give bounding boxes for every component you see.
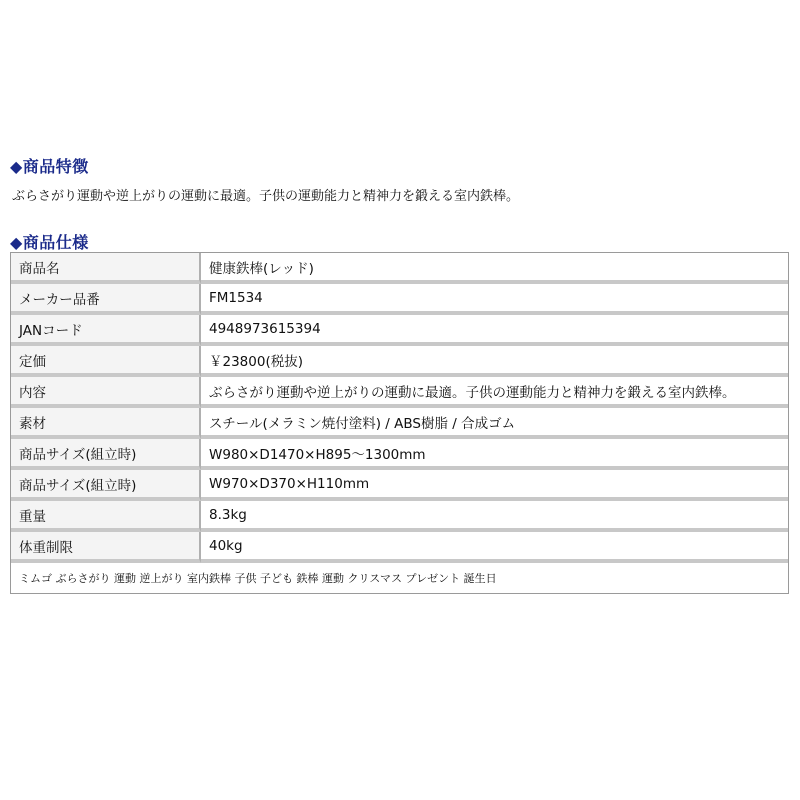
- keywords-cell: ミムゴ ぶらさがり 運動 逆上がり 室内鉄棒 子供 子ども 鉄棒 運動 クリスマス プレゼント 誕生日: [11, 563, 788, 593]
- table-row: [11, 439, 788, 470]
- table-row: [11, 346, 788, 377]
- spec-value-jan-code: 4948973615394: [201, 315, 788, 346]
- spec-value-list-price: ￥23800(税抜): [201, 346, 788, 377]
- spec-value-assembled-size: W980×D1470×H895～1300mm: [201, 439, 788, 470]
- spec-value-model-number: FM1534: [201, 284, 788, 315]
- table-row: [11, 315, 788, 346]
- spec-value-weight: 8.3kg: [201, 501, 788, 532]
- spec-value-material: スチール(メラミン焼付塗料) / ABS樹脂 / 合成ゴム: [201, 408, 788, 439]
- spec-key-assembled-size: 商品サイズ(組立時): [11, 439, 201, 470]
- features-heading: ◆商品特徴: [10, 157, 89, 176]
- spec-table: [10, 252, 789, 594]
- spec-key-jan-code: JANコード: [11, 315, 201, 346]
- spec-key-model-number: メーカー品番: [11, 284, 201, 315]
- table-row: [11, 532, 788, 563]
- spec-key-contents: 内容: [11, 377, 201, 408]
- features-description: ぶらさがり運動や逆上がりの運動に最適。子供の運動能力と精神力を鍛える室内鉄棒。: [12, 189, 520, 204]
- table-row: [11, 408, 788, 439]
- table-row: [11, 253, 788, 284]
- spec-key-package-size: 商品サイズ(組立時): [11, 470, 201, 501]
- table-row: [11, 470, 788, 501]
- spec-key-material: 素材: [11, 408, 201, 439]
- table-row: [11, 501, 788, 532]
- table-row: [11, 377, 788, 408]
- spec-heading: ◆商品仕様: [10, 233, 89, 252]
- table-row: [11, 284, 788, 315]
- spec-key-weight-limit: 体重制限: [11, 532, 201, 563]
- spec-value-product-name: 健康鉄棒(レッド): [201, 253, 788, 284]
- spec-value-weight-limit: 40kg: [201, 532, 788, 563]
- spec-key-weight: 重量: [11, 501, 201, 532]
- spec-value-contents: ぶらさがり運動や逆上がりの運動に最適。子供の運動能力と精神力を鍛える室内鉄棒。: [201, 377, 788, 408]
- spec-key-product-name: 商品名: [11, 253, 201, 284]
- table-row: [11, 563, 788, 593]
- spec-key-list-price: 定価: [11, 346, 201, 377]
- spec-value-package-size: W970×D370×H110mm: [201, 470, 788, 501]
